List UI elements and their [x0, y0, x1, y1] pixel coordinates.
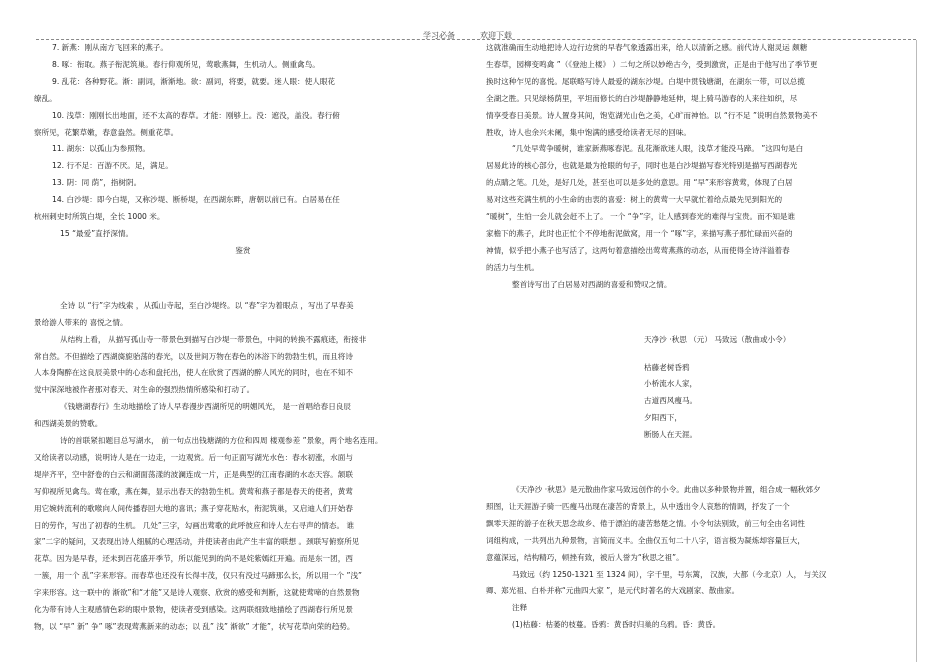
text-line: 照图，让天涯游子骑一匹瘦马出现在凄苦的背景上，从中透出令人哀愁的情调，抒发了一个: [486, 501, 790, 511]
text-line: 家”二字的疑问，又表现出诗人细腻的心理活动，并使读者由此产生丰富的联想 。颈联写俯察所见: [34, 537, 360, 547]
text-line: 居易此诗的核心部分，也就是最为抢眼的句子，同时也是白沙堤描写春光特别是描写西湖春光: [486, 161, 798, 171]
header-left-text: 学习必备: [423, 31, 455, 40]
text-line: 断肠人在天涯。: [644, 430, 698, 440]
text-line: 这就准确而生动地把诗人边行边赏的早春气象透露出来，给人以清新之感。前代诗人谢灵运 颇糖: [486, 43, 808, 52]
text-line: 11. 湖东：以孤山为参照物。: [52, 144, 151, 154]
text-line: 全湖之胜。只见绿杨荫里，平坦而修长的白沙堤静静地延伸，堤上骑马游春的人来往如织，尽: [486, 93, 798, 103]
text-line: 15 “最爱”直抒深情。: [60, 228, 134, 238]
text-line: 景给游人带来的 喜悦之情。: [34, 317, 128, 327]
text-line: 堤岸齐平，空中舒卷的白云和湖面荡漾的波澜连成一片，正是典型的江南春湖的水态天容。颔联: [34, 469, 353, 479]
text-line: (1)枯藤：枯萎的枝蔓。昏鸦：黄昏时归巢的乌鸦。昏：黄昏。: [512, 620, 721, 630]
text-line: 夕阳西下，: [644, 413, 682, 423]
text-line: 杭州刺史时所筑白堤，全长 1000 米。: [34, 212, 165, 222]
text-line: 和西湖美景的赞歌。: [34, 419, 103, 429]
header-right-text: 欢迎下载: [480, 31, 512, 40]
text-line: 易对这些充满生机的小生命的由衷的喜爱：树上的黄莺一大早就忙着给点最先见到阳光的: [486, 195, 783, 205]
text-line: 常自然。不但描绘了西湖旖旎骀荡的春光，以及世间万物在春色的沐浴下的勃勃生机，而且将诗: [34, 351, 353, 361]
text-line: 鉴赏: [235, 245, 251, 255]
text-line: 诗的首联紧扣题目总写湖水， 前一句点出钱塘湖的方位和四周 楼观参差 ”景象，两个地名连用。: [60, 436, 383, 446]
text-line: 7. 新燕：刚从南方飞回来的燕子。: [52, 43, 168, 52]
page-header: [0, 0, 950, 40]
text-line: 10. 浅草：刚刚长出地面，还不太高的春草。才能：刚够上。没：遮没，盖没。春行俯: [52, 110, 340, 120]
text-line: 写仰视所见禽鸟。莺在歌，燕在舞，显示出春天的勃勃生机。黄莺和燕子都是春天的使者，黄莺: [34, 486, 353, 496]
text-line: “暖树”，生怕一会儿就会赶不上了。 一个 “争”字，让人感到春光的难得与宝贵。而不知是谁: [486, 212, 796, 222]
left-column: [34, 40, 452, 636]
text-line: 天净沙 ·秋思 （元） 马致远（散曲或小令）: [644, 334, 791, 344]
text-line: 13. 阴：同 荫”，指树阴。: [52, 178, 142, 188]
text-line: 胜收，诗人也余兴未阑，集中饱满的感受给读者无尽的回味。: [486, 127, 692, 137]
text-line: 古道西风瘦马。: [644, 396, 698, 406]
text-line: 化为带有诗人主观感情色彩的眼中景物，使读者受到感染。这两联细致地描绘了西湖春行所见景: [34, 605, 353, 615]
text-line: “几处早莺争暖树，谁家新燕啄春泥。乱花渐欲迷人眼，浅草才能没马蹄。 ”这四句是白: [512, 144, 804, 154]
text-line: 8. 啄：衔取。燕子衔泥筑巢。春行仰观所见，莺歌燕舞，生机动人。侧重禽鸟。: [52, 59, 320, 69]
text-line: 人本身陶醉在这良辰美景中的心态和盘托出，使人在欣赏了西湖的醉人风光的同时，也在不知不: [34, 368, 353, 378]
right-column: [486, 40, 916, 634]
text-line: 9. 乱花：各种野花。渐：副词，渐渐地。欲：副词，将要，就要。迷人眼：使人眼花: [52, 76, 336, 86]
text-line: 卿、郑光祖、白朴并称“元曲四大家 ”，是元代时著名的大戏剧家、散曲家。: [486, 586, 740, 596]
paragraph-spacer: [486, 444, 916, 482]
text-line: 注释: [512, 603, 528, 613]
text-line: 情享受春日美景。诗人置身其间，饱览湖光山色之美，心旷而神怡。以 “行不足 ”说明自然景物美不: [486, 110, 818, 120]
text-line: 词组构成，一共列出九种景物，言简而义丰。全曲仅五句二十八字，语言极为凝炼却容量巨大，: [486, 535, 805, 545]
text-line: 意蕴深远，结构精巧，顿挫有致，被后人誉为“秋思之祖”。: [486, 552, 684, 562]
text-line: 整首诗写出了白居易对西湖的喜爱和赞叹之情。: [512, 279, 672, 289]
text-line: 神情，似乎把小燕子也写活了，这两句着意描绘出莺莺燕燕的动态，从而使得全诗洋溢着春: [486, 245, 790, 255]
text-line: 一簇，用一个 乱”字来形容。而春草也还没有长得丰茂，仅只有没过马蹄那么长，所以用一个 ”浅”: [34, 571, 362, 581]
text-line: 14. 白沙堤：即今白堤，又称沙堤、断桥堤，在西湖东畔，唐朝以前已有。白居易在任: [52, 195, 340, 205]
text-line: 小桥流水人家，: [644, 379, 698, 389]
paragraph-spacer: [486, 294, 916, 332]
text-line: 家檐下的燕子，此时也正忙个不停地衔泥做窝，用一个 “啄”字，来描写燕子那忙碌而兴奋的: [486, 228, 793, 238]
text-line: 觉中深深地被作者那对春天、对生命的强烈热情所感染和打动了。: [34, 385, 255, 395]
text-line: 飘零天涯的游子在秋天思念故乡、倦于漂泊的凄苦愁楚之情。小令句法别致，前三句全由名词性: [486, 518, 805, 528]
text-line: 全诗 以 “行”字为线索 ，从孤山寺起，至白沙堤终。以 “春”字为着眼点 ，写出了早春美: [60, 300, 354, 310]
text-line: 又给读者以动感，说明诗人是在一边走，一边观赏。后一句正面写湖光水色：春水初涨，水面与: [34, 452, 353, 462]
paragraph-spacer: [34, 260, 452, 298]
text-line: 《天净沙 ·秋思》是元散曲作家马致远创作的小令。此曲以多种景物并置，组合成一幅秋郊夕: [512, 485, 821, 495]
text-line: 察所见，花繁草嫩，春意盎然。侧重花草。: [34, 127, 179, 137]
text-line: 马致远（约 1250-1321 至 1324 间），字千里，号东篱， 汉族，大都（今北京）人， 与关汉: [512, 569, 827, 579]
text-line: 的活力与生机。: [486, 262, 540, 272]
text-line: 换时这种乍见的喜悦。尾联略写诗人最爱的湖东沙堤。白堤中贯钱塘湖，在湖东一带，可以总揽: [486, 76, 805, 86]
text-line: 《钱塘湖春行》生动地描绘了诗人早春漫步西湖所见的明媚风光， 是一首唱给春日良辰: [60, 402, 351, 412]
text-line: 12. 行不足：百游不厌。足，满足。: [52, 161, 173, 171]
right-margin-rule: [916, 40, 917, 662]
text-line: 日的劳作，写出了初春的生机。 几处”三字，勾画出莺歌的此呼彼应和诗人左右寻声的情态。 谁: [34, 520, 355, 530]
text-line: 缭乱。: [34, 93, 57, 103]
text-line: 字来形容。这一联中的 渐欲”和“才能”又是诗人观察、欣赏的感受和判断，这就使莺啼的自然景物: [34, 588, 360, 598]
text-line: 花草。因为是早春，还未到百花盛开季节，所以能见到的尚不是姹紫嫣红开遍。而是东一团，西: [34, 554, 353, 564]
text-line: 生春草，园柳变鸣禽 ”（《登池上楼》 ）二句之所以妙绝古今，受到激赏，正是由于他写出了季节更: [486, 59, 818, 69]
text-line: 的点睛之笔。几处，是好几处，甚至也可以是多处的意思。用 “早”来形容黄莺，体现了白居: [486, 178, 793, 188]
text-line: 枯藤老树昏鸦: [644, 362, 690, 372]
text-line: 用它婉转流利的歌喉向人间传播春回大地的喜讯；燕子穿花贴水，衔泥筑巢，又启迪人们开始春: [34, 503, 353, 513]
paragraph-spacer: [486, 349, 916, 360]
text-line: 物，以 “早” 新” 争” 啄”表现莺燕新来的动态；以 乱” 浅” 渐欲” 才能”，状写花草向荣的趋势。: [34, 622, 355, 631]
text-line: 从结构上看， 从描写孤山寺一带景色到描写白沙堤一带景色，中间的转换不露痕迹，衔接非: [60, 334, 367, 344]
